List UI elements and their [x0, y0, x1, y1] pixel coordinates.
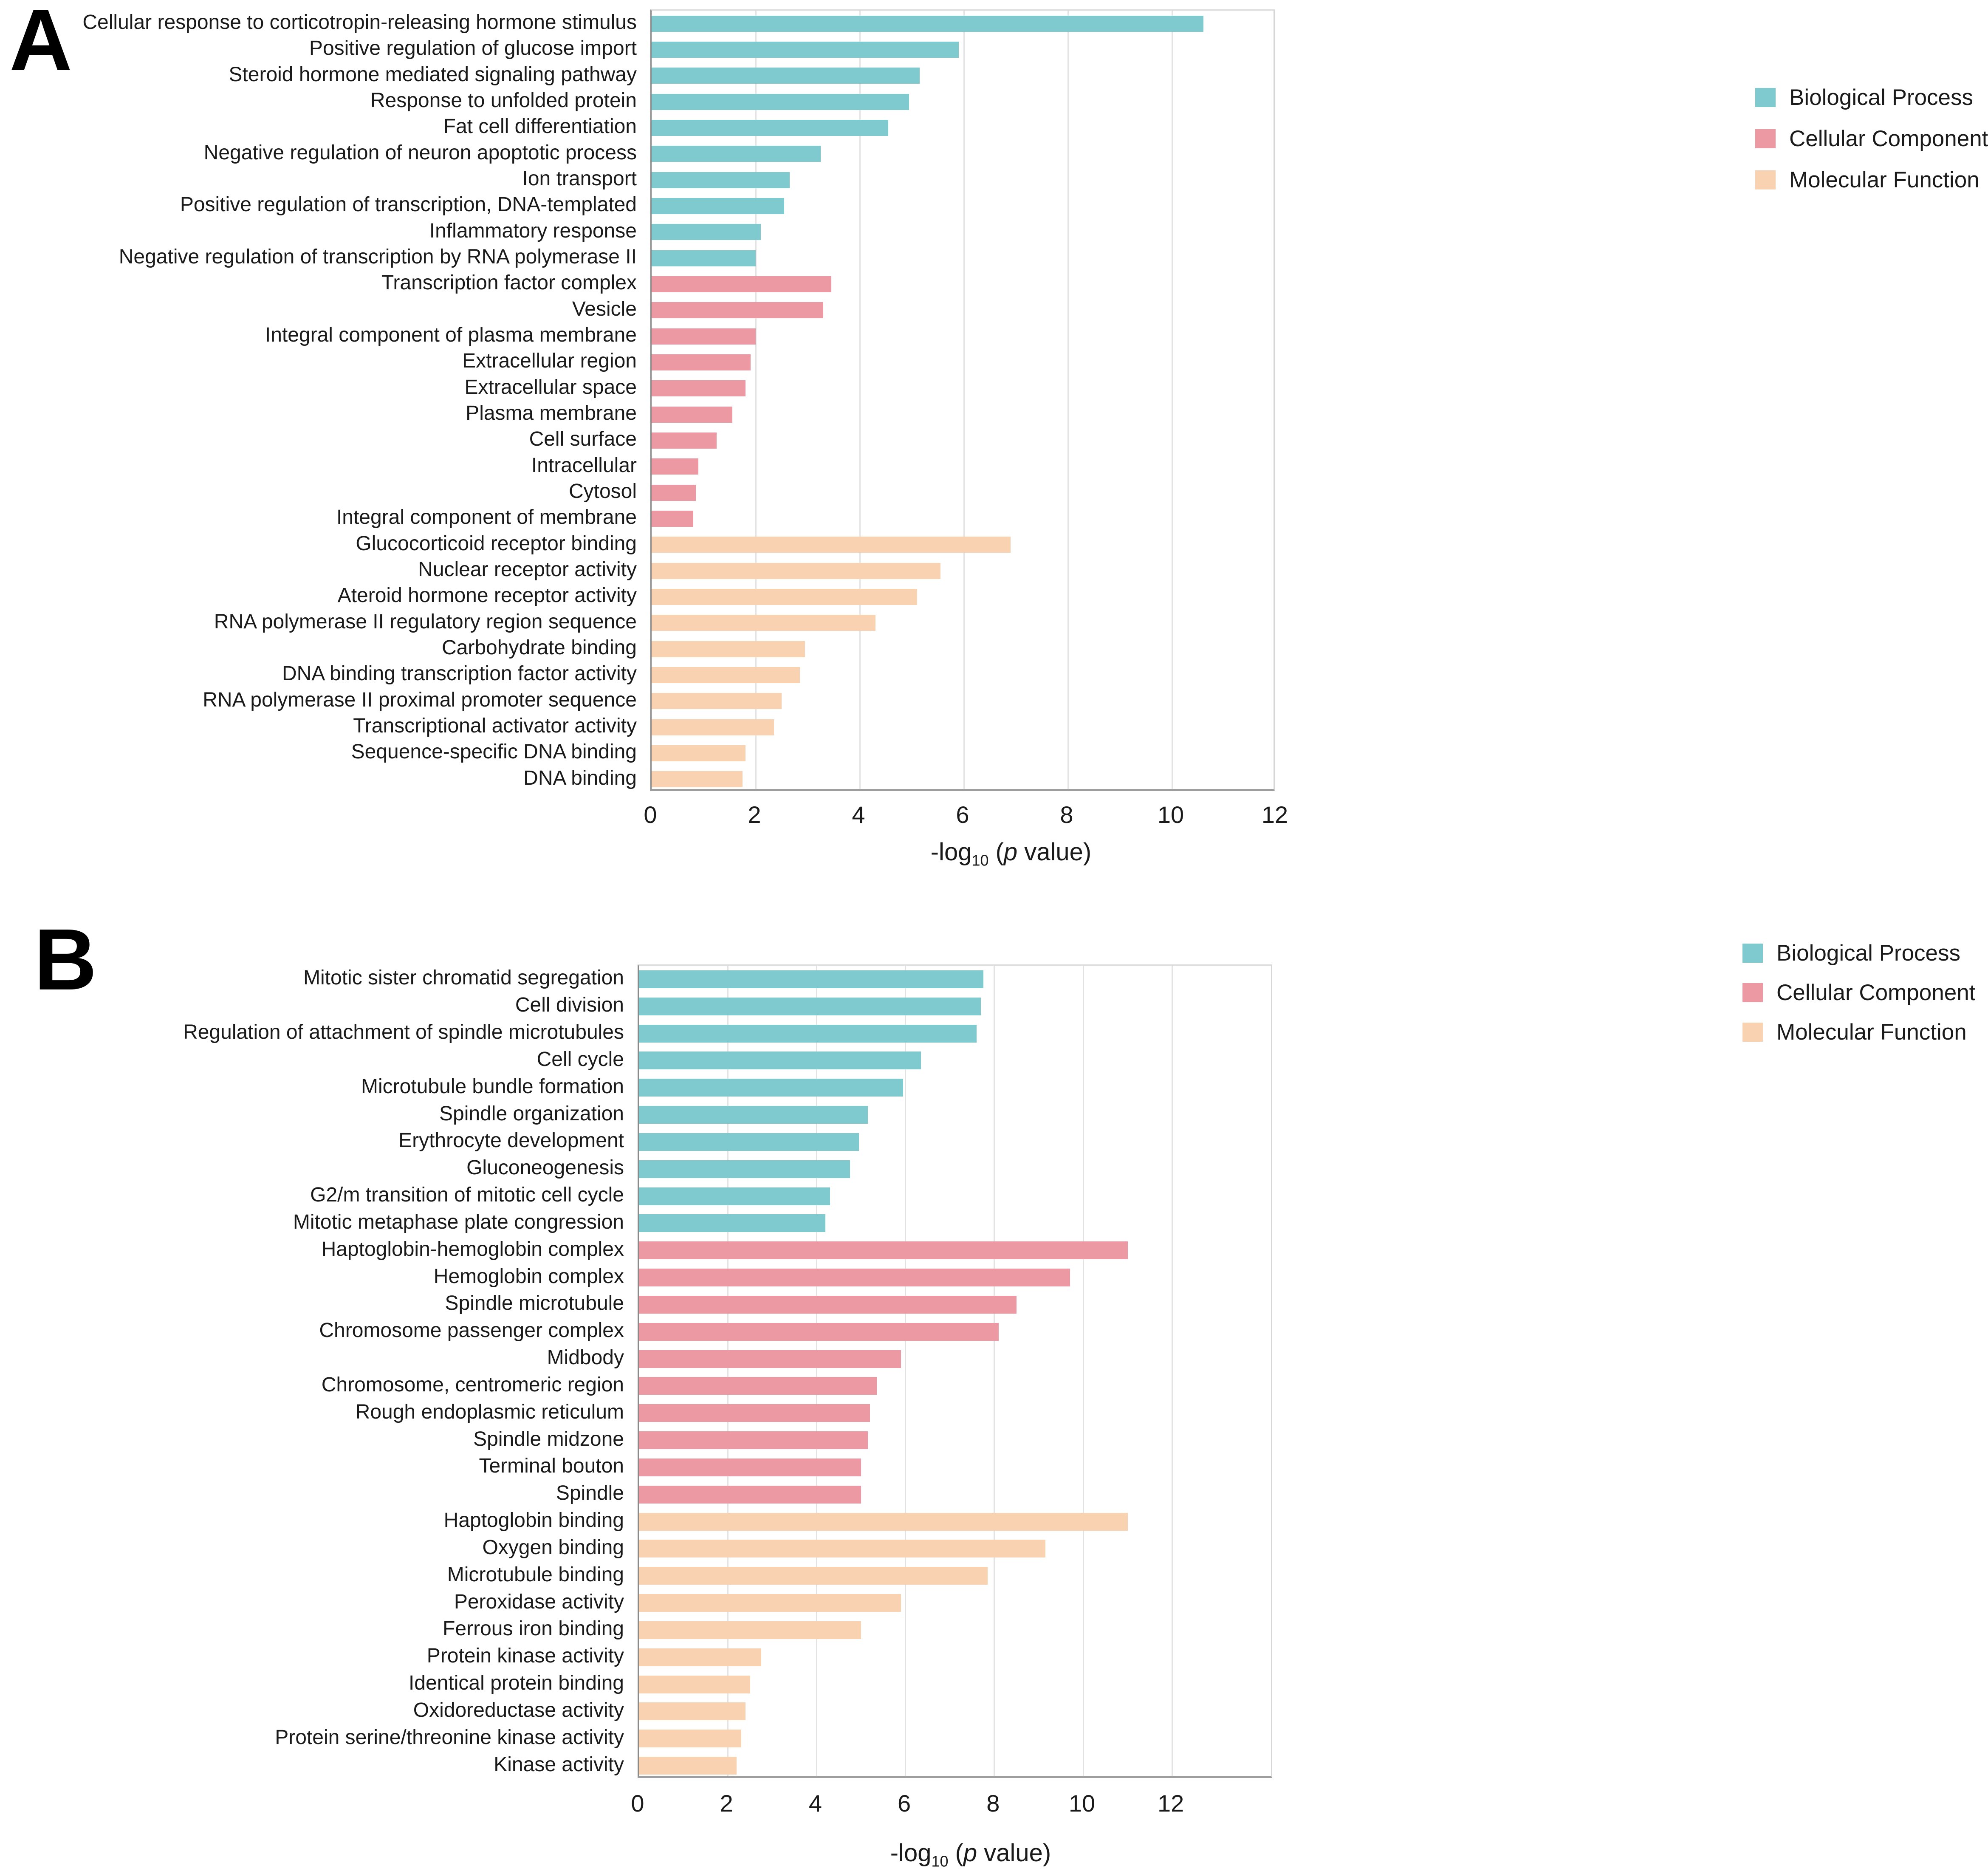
bar [639, 1621, 861, 1639]
bar [639, 1133, 859, 1151]
bar [652, 563, 940, 579]
x-tick-label: 6 [898, 1790, 911, 1817]
bar [639, 1323, 999, 1341]
legend-label: Biological Process [1789, 85, 1974, 110]
bar [652, 250, 756, 266]
bar-label: Spindle organization [439, 1102, 624, 1125]
bar-label: Mitotic metaphase plate congression [293, 1210, 624, 1233]
gridline [963, 11, 965, 789]
bar-label: Extracellular region [462, 350, 637, 373]
bar-label: Rough endoplasmic reticulum [355, 1400, 624, 1423]
bar-label: Ateroid hormone receptor activity [337, 584, 637, 607]
bar [652, 432, 717, 449]
legend-label: Cellular Component [1789, 126, 1988, 151]
xlabel-base: -log [930, 838, 972, 866]
bar-label: Terminal bouton [479, 1455, 624, 1478]
bar-label: Protein kinase activity [426, 1645, 624, 1668]
bar-label: Response to unfolded protein [370, 89, 637, 112]
bar [639, 1350, 901, 1368]
bar [652, 224, 761, 240]
bar-label: Inflammatory response [429, 219, 637, 242]
legend-label: Biological Process [1776, 941, 1961, 966]
bar [652, 458, 698, 475]
panel-b-x-axis-title [890, 1839, 1051, 1871]
panel-a [0, 0, 1988, 901]
bar [652, 198, 784, 214]
legend-item [1742, 940, 1960, 966]
bar [639, 1160, 850, 1178]
bar-label: Gluconeogenesis [466, 1156, 624, 1179]
xlabel-close: value) [977, 1839, 1051, 1867]
xlabel-p: p [963, 1839, 977, 1867]
panel-b-plot-area [638, 941, 1976, 1778]
gridline [905, 966, 906, 1776]
bar [639, 1079, 903, 1097]
bar-label: Positive regulation of glucose import [309, 37, 637, 60]
bar [652, 68, 920, 84]
bar-label: Spindle [556, 1482, 624, 1505]
gridline [1172, 966, 1173, 1776]
bar [652, 354, 751, 370]
legend-swatch [1755, 170, 1776, 189]
legend-item [1755, 167, 1980, 193]
x-tick-label: 6 [956, 801, 969, 828]
bar [652, 589, 917, 605]
bar [652, 94, 909, 110]
bar [639, 1187, 830, 1205]
bar-label: Oxidoreductase activity [413, 1699, 624, 1721]
bar-label: Intracellular [531, 454, 637, 477]
bar [652, 16, 1203, 32]
bar-label: Midbody [547, 1346, 624, 1369]
bar-label: Haptoglobin binding [443, 1509, 624, 1532]
legend-item [1742, 980, 1975, 1006]
bar-label: Mitotic sister chromatid segregation [303, 967, 624, 989]
bar [639, 1296, 1017, 1314]
panel-a-plot-area [650, 9, 1988, 791]
bar-label: Sequence-specific DNA binding [351, 741, 637, 763]
legend-label: Molecular Function [1789, 167, 1980, 192]
bar [652, 771, 743, 787]
bar [639, 1594, 901, 1612]
panel-b-category-labels [0, 964, 624, 1778]
bar-label: Carbohydrate binding [442, 636, 637, 659]
panel-a-letter: A [9, 0, 73, 89]
bar [652, 641, 805, 657]
gridline [994, 966, 995, 1776]
bar [639, 1214, 825, 1232]
gridline [1172, 11, 1173, 789]
bar-label: Cell surface [529, 428, 637, 451]
bar-label: Peroxidase activity [454, 1590, 624, 1613]
bar-label: G2/m transition of mitotic cell cycle [310, 1184, 624, 1207]
bar [639, 1106, 868, 1124]
xlabel-sub: 10 [931, 1852, 949, 1870]
bar [639, 1567, 988, 1585]
panel-a-x-axis-title [931, 838, 1092, 870]
bar [639, 1513, 1128, 1531]
bar [639, 1458, 861, 1476]
bar [639, 1702, 746, 1720]
x-tick-label: 2 [748, 801, 761, 828]
bar [652, 302, 823, 318]
bar [652, 120, 888, 136]
bar-label: Transcriptional activator activity [353, 715, 637, 738]
bar [652, 693, 782, 709]
legend-swatch [1742, 944, 1763, 963]
x-tick-label: 0 [644, 801, 657, 828]
bar [652, 485, 696, 501]
bar-label: Oxygen binding [482, 1536, 624, 1559]
bar [639, 1025, 977, 1043]
bar [639, 1431, 868, 1449]
bar [652, 380, 746, 396]
bar [639, 1540, 1045, 1557]
gridline [1067, 11, 1069, 789]
bar-label: DNA binding transcription factor activity [282, 662, 637, 685]
bar-label: Identical protein binding [408, 1672, 624, 1695]
bar [652, 172, 790, 188]
x-tick-label: 12 [1158, 1790, 1184, 1817]
bar-label: Erythrocyte development [398, 1129, 624, 1152]
x-tick-label: 10 [1068, 1790, 1096, 1817]
bar [652, 719, 774, 735]
bar [652, 407, 732, 423]
bar-label: RNA polymerase II proximal promoter sequence [203, 688, 637, 711]
bar-label: Nuclear receptor activity [418, 558, 637, 581]
xlabel-p: p [1003, 838, 1018, 866]
bar-label: Negative regulation of neuron apoptotic process [203, 141, 637, 164]
bar-label: Cellular response to corticotropin-releasing hormone stimulus [82, 11, 637, 34]
x-tick-label: 0 [631, 1790, 644, 1817]
bar-label: Positive regulation of transcription, DNA-templated [180, 193, 637, 216]
bar-label: Steroid hormone mediated signaling pathway [229, 63, 637, 86]
bar [652, 745, 746, 761]
bar-label: Protein serine/threonine kinase activity [275, 1726, 624, 1749]
bar [639, 1241, 1128, 1259]
bar [652, 276, 831, 292]
legend-item [1742, 1019, 1967, 1045]
bar [639, 970, 983, 988]
bar-label: Hemoglobin complex [433, 1265, 624, 1288]
legend-label: Cellular Component [1776, 980, 1976, 1005]
bar [639, 1486, 861, 1504]
bar [639, 1757, 737, 1775]
x-tick-label: 2 [720, 1790, 733, 1817]
bar-label: DNA binding [523, 766, 637, 789]
bar-label: Chromosome passenger complex [319, 1319, 624, 1342]
bar [639, 1377, 877, 1395]
xlabel-close: value) [1017, 838, 1092, 866]
bar-label: RNA polymerase II regulatory region sequence [214, 610, 637, 633]
bar [639, 1269, 1070, 1286]
bar [639, 1404, 870, 1422]
panel-a-category-labels [0, 9, 637, 791]
panel-b [0, 901, 1976, 1874]
bar-label: Vesicle [572, 297, 637, 320]
bar-label: Microtubule bundle formation [361, 1075, 624, 1098]
bar [639, 1051, 921, 1069]
bar-label: Glucocorticoid receptor binding [356, 532, 637, 555]
legend-item [1755, 85, 1973, 110]
xlabel-base: -log [890, 1839, 932, 1867]
bar-label: Integral component of membrane [336, 506, 637, 529]
bar-label: Fat cell differentiation [443, 115, 637, 138]
bar-label: Ferrous iron binding [443, 1617, 624, 1640]
bar-label: Haptoglobin-hemoglobin complex [321, 1238, 624, 1261]
bar-label: Spindle microtubule [445, 1292, 624, 1315]
bar [652, 328, 756, 345]
x-tick-label: 4 [808, 1790, 822, 1817]
bar-label: Kinase activity [494, 1753, 624, 1776]
bar-label: Spindle midzone [473, 1427, 624, 1450]
bar [652, 615, 875, 631]
bar-label: Cell division [515, 994, 624, 1017]
legend-swatch [1742, 983, 1763, 1002]
bar-label: Regulation of attachment of spindle microtubules [183, 1021, 624, 1044]
legend-item [1755, 126, 1988, 152]
bar [652, 537, 1011, 553]
bar [639, 1676, 750, 1693]
bar [652, 667, 800, 683]
bar-label: Microtubule binding [447, 1563, 624, 1586]
panel-b-letter: B [34, 911, 97, 1008]
legend-swatch [1742, 1023, 1763, 1042]
x-tick-label: 12 [1261, 801, 1288, 828]
bar-label: Cytosol [568, 480, 637, 503]
bar-label: Cell cycle [537, 1048, 624, 1071]
bar-label: Chromosome, centromeric region [321, 1373, 624, 1396]
legend-swatch [1755, 88, 1776, 107]
xlabel-sub: 10 [971, 851, 989, 869]
gridline [1083, 966, 1084, 1776]
bar [652, 511, 693, 527]
bar-label: Negative regulation of transcription by RNA polymerase II [119, 246, 637, 269]
bar [639, 998, 981, 1015]
bar-label: Transcription factor complex [381, 271, 637, 294]
bar [639, 1648, 761, 1666]
xlabel-open: ( [948, 1839, 963, 1867]
bar-label: Extracellular space [464, 376, 637, 399]
xlabel-open: ( [988, 838, 1004, 866]
bar [639, 1730, 741, 1747]
x-tick-label: 10 [1157, 801, 1184, 828]
bar-label: Integral component of plasma membrane [265, 324, 637, 347]
legend-label: Molecular Function [1776, 1020, 1967, 1045]
x-tick-label: 8 [1060, 801, 1073, 828]
bar-label: Ion transport [522, 167, 637, 190]
bar [652, 42, 959, 58]
legend-swatch [1755, 129, 1776, 148]
x-tick-label: 4 [852, 801, 865, 828]
bar [652, 146, 821, 162]
x-tick-label: 8 [986, 1790, 1000, 1817]
bar-label: Plasma membrane [466, 402, 637, 425]
